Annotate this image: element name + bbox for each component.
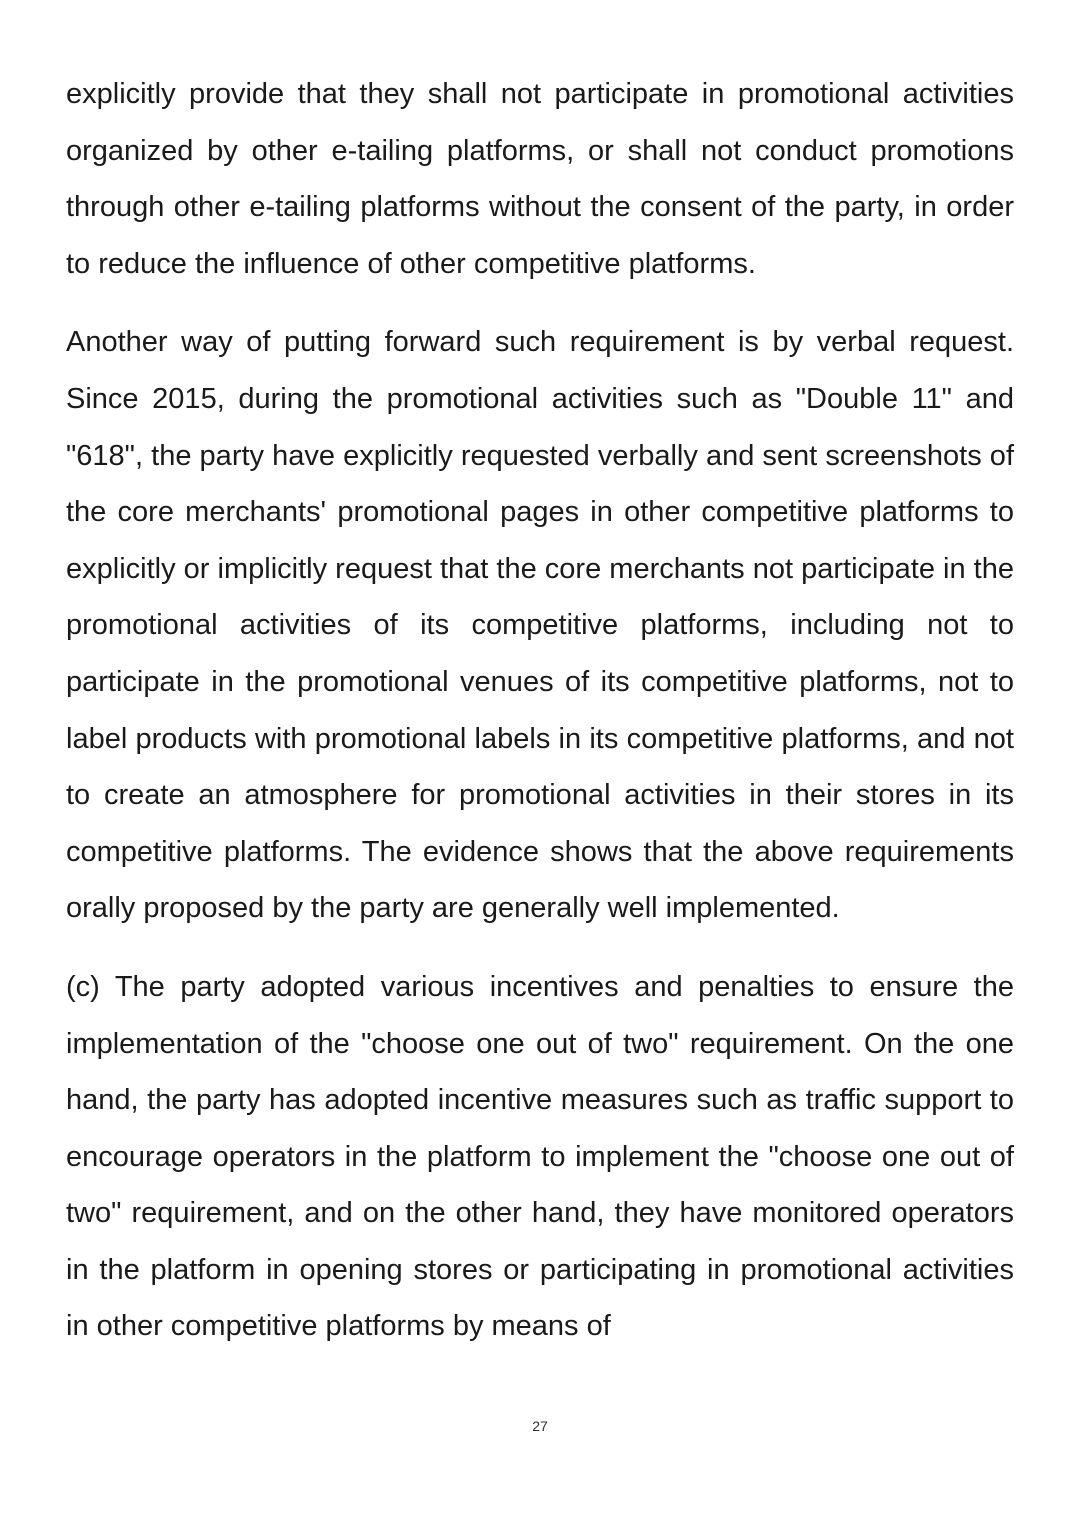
- paragraph-3: (c) The party adopted various incentives and penalties to ensure the implementation of the "choose one out of two" requirement. On the one hand, the party has adopted incentive measures such as traffic support to encourage operators in the platform to implement the "choose one out of two" requirement, and on the other hand, they have monitored operators in the platform in opening stores or participating in promotional activities in other competitive platforms by means of: [66, 970, 1014, 1343]
- paragraph-2: Another way of putting forward such requirement is by verbal request. Since 2015, during the promotional activities such as "Double 11" and "618", the party have explicitly requested verbally and sent screenshots of the core merchants' promotional pages in other competitive platforms to explicitly or implicitly request that the core merchants not participate in the promotional activities of its competitive platforms, including not to participate in the promotional venues of its competitive platforms, not to label products with promotional labels in its competitive platforms, and not to create an atmosphere for promotional activities in their stores in its competitive platforms. The evidence shows that the above requirements orally proposed by the party are generally well implemented.: [66, 326, 1014, 925]
- paragraph-1: explicitly provide that they shall not participate in promotional activities organized by other e-tailing platforms, or shall not conduct promotions through other e-tailing platforms without the consent of the party, in order to reduce the influence of other competitive platforms.: [66, 78, 1014, 280]
- page-number: 27: [532, 1418, 548, 1434]
- document-body: [66, 66, 1014, 1355]
